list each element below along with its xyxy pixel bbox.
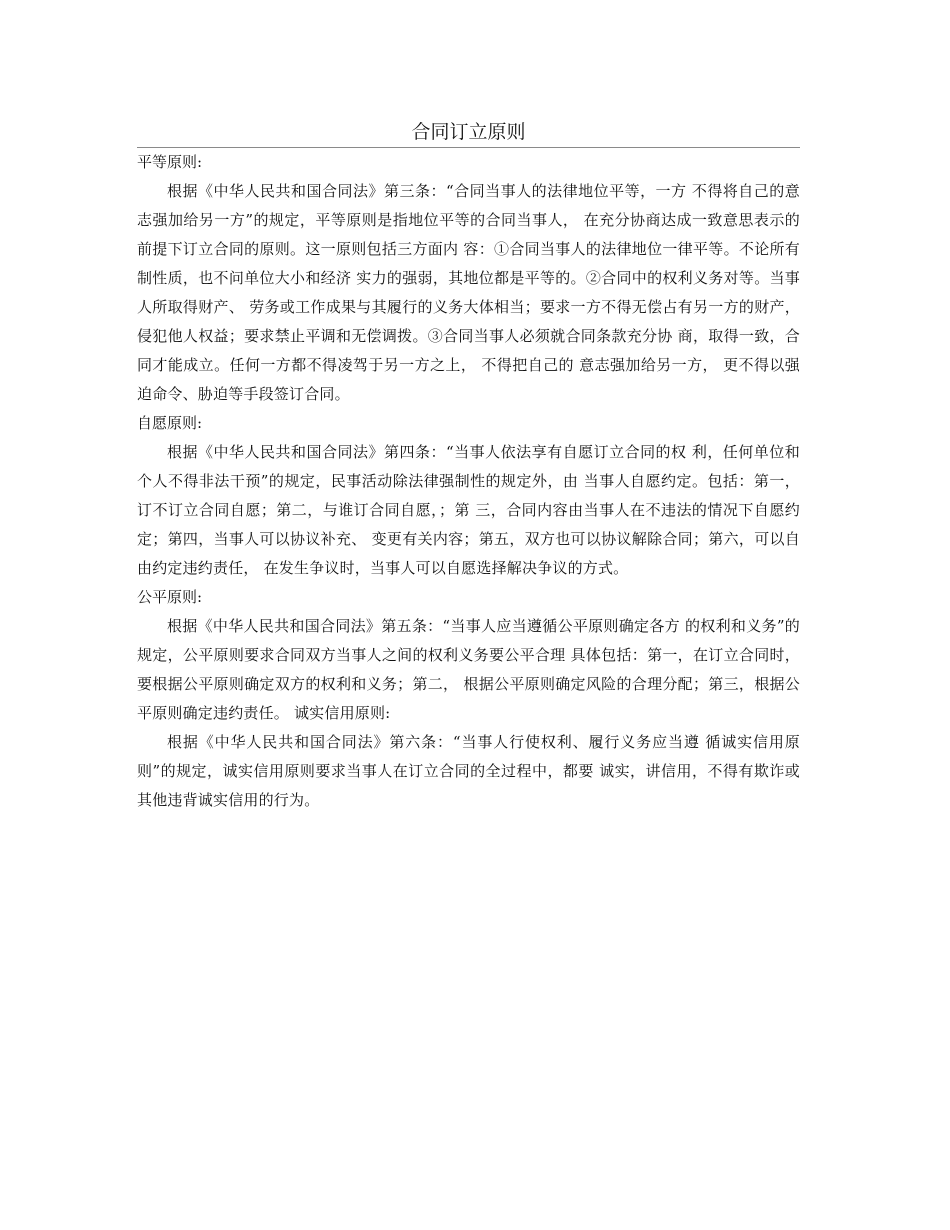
section-body: 根据《中华人民共和国合同法》第五条：“当事人应当遵循公平原则确定各方 的权利和义务”的规定，公平原则要求合同双方当事人之间的权利义务要公平合理 具体包括：第一，在订立合同时，要根据公平原则确定双方的权利和义务；第二， 根据公平原则确定风险的合理分配；第三，根据公平原则确定违约责任。 诚实信用原则: xyxy=(137,617,800,722)
document-page xyxy=(137,118,800,815)
section-body: 根据《中华人民共和国合同法》第六条：“当事人行使权利、履行义务应当遵 循诚实信用原则”的规定，诚实信用原则要求当事人在订立合同的全过程中，都要 诚实，讲信用，不得有欺诈或其他违背诚实信用的行为。 xyxy=(137,733,800,809)
document-title: 合同订立原则 xyxy=(411,121,526,143)
section-heading: 平等原则: xyxy=(137,153,203,171)
section-heading: 公平原则: xyxy=(137,588,203,606)
section-good-faith xyxy=(137,728,800,815)
section-voluntary xyxy=(137,409,800,583)
section-heading: 自愿原则: xyxy=(137,414,203,432)
section-body: 根据《中华人民共和国合同法》第四条：“当事人依法享有自愿订立合同的权 利，任何单位和个人不得非法干预”的规定，民事活动除法律强制性的规定外，由 当事人自愿约定。包括：第一，订不订立合同自愿；第二，与谁订合同自愿，；第 三，合同内容由当事人在不违法的情况下自愿约定；第四，当事人可以协议补充、 变更有关内容；第五，双方也可以协议解除合同；第六，可以自由约定违约责任， 在发生争议时，当事人可以自愿选择解决争议的方式。 xyxy=(137,443,800,577)
section-body: 根据《中华人民共和国合同法》第三条：“合同当事人的法律地位平等，一方 不得将自己的意志强加给另一方”的规定，平等原则是指地位平等的合同当事人， 在充分协商达成一致意思表示的前提下订立合同的原则。这一原则包括三方面内 容：①合同当事人的法律地位一律平等。不论所有制性质，也不问单位大小和经济 实力的强弱，其地位都是平等的。②合同中的权利义务对等。当事人所取得财产、 劳务或工作成果与其履行的义务大体相当；要求一方不得无偿占有另一方的财产， 侵犯他人权益；要求禁止平调和无偿调拨。③合同当事人必须就合同条款充分协 商，取得一致，合同才能成立。任何一方都不得凌驾于另一方之上， 不得把自己的 意志强加给另一方， 更不得以强迫命令、胁迫等手段签订合同。 xyxy=(137,182,800,403)
section-fairness xyxy=(137,583,800,728)
section-equality xyxy=(137,148,800,409)
